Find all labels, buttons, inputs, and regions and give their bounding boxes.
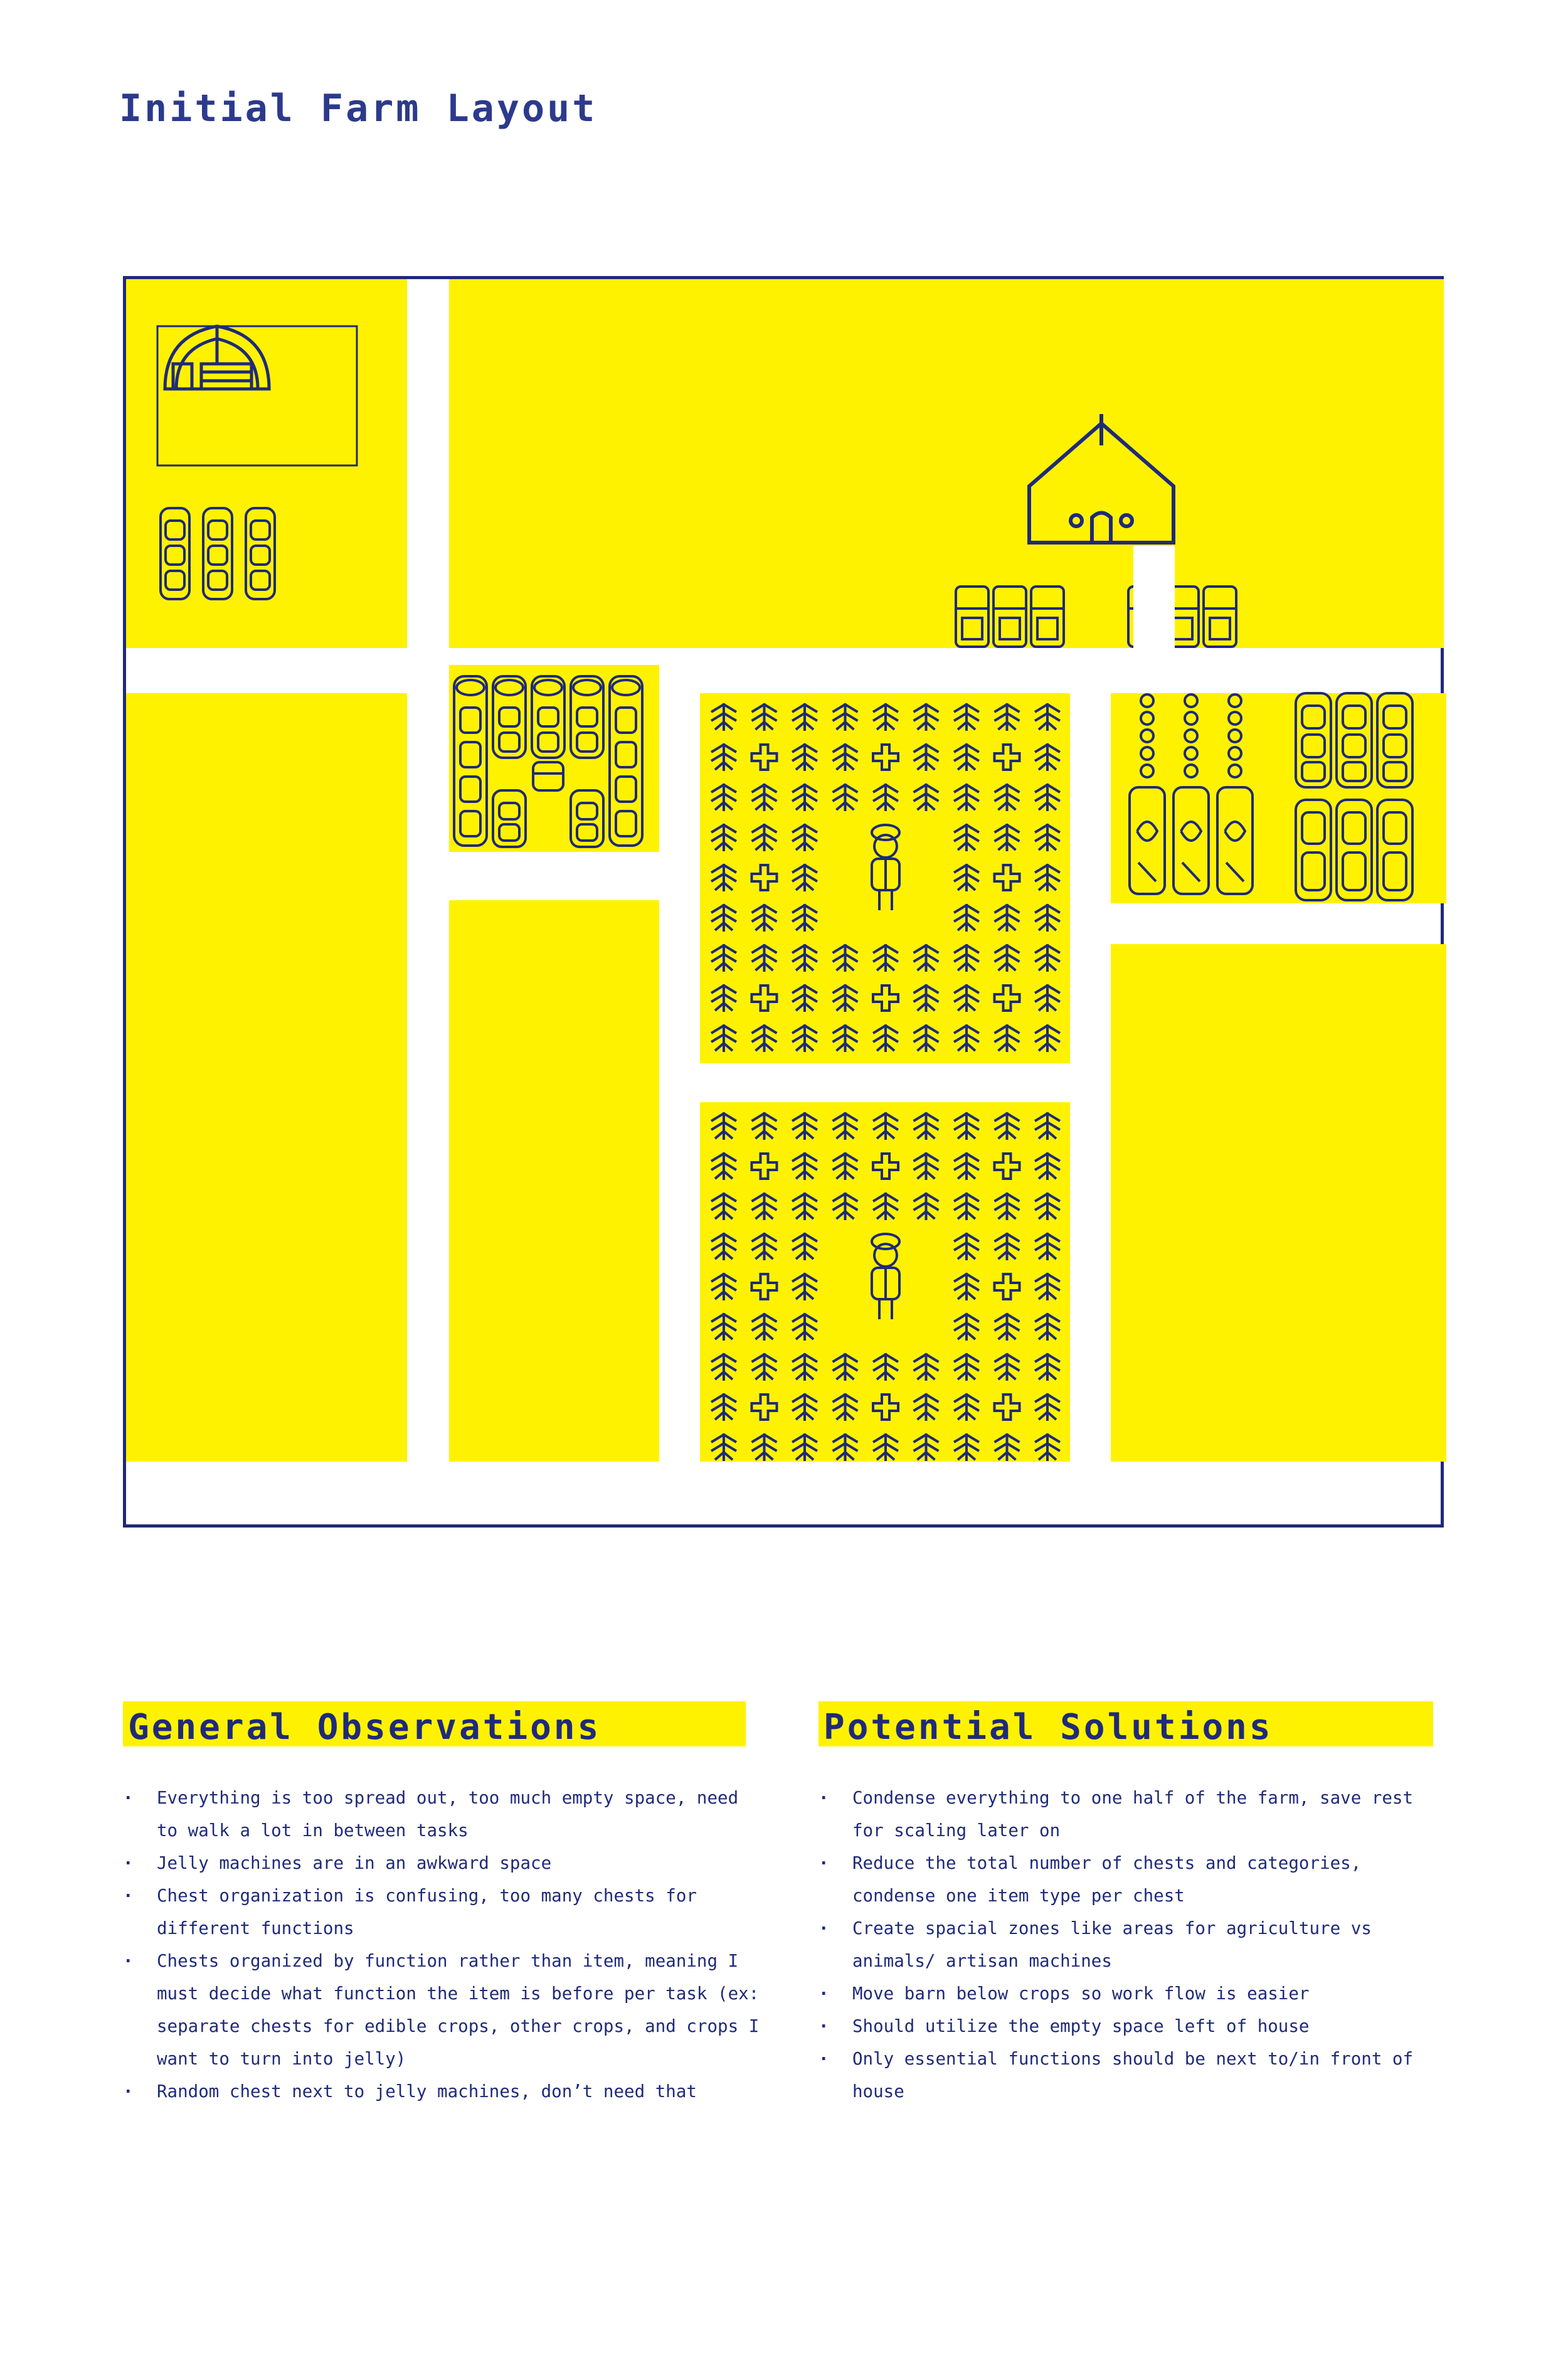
crop-icon bbox=[914, 1193, 939, 1220]
crop-icon bbox=[711, 1353, 736, 1381]
barn-icon bbox=[165, 326, 269, 389]
crop-icon bbox=[954, 944, 979, 972]
crop-icon bbox=[1035, 1433, 1060, 1461]
crop-icon bbox=[914, 1112, 939, 1140]
crop-icon bbox=[954, 703, 979, 731]
crop-icon bbox=[711, 944, 736, 972]
crop-icon bbox=[914, 1393, 939, 1421]
list-item: · Chest organization is confusing, too many chests for different functions bbox=[123, 1879, 769, 1945]
crop-icon bbox=[954, 984, 979, 1012]
crop-icon bbox=[711, 864, 736, 891]
crop-icon bbox=[711, 703, 736, 731]
crop-icon bbox=[1035, 1313, 1060, 1341]
crop-icon bbox=[1035, 864, 1060, 891]
crop-icon bbox=[1035, 944, 1060, 972]
page-title: Initial Farm Layout bbox=[119, 87, 598, 130]
sprinkler-icon bbox=[873, 986, 898, 1011]
list-item: · Jelly machines are in an awkward space bbox=[123, 1847, 769, 1879]
crop-icon bbox=[995, 1193, 1020, 1220]
crop-icon bbox=[792, 984, 817, 1012]
crop-icon bbox=[792, 1433, 817, 1461]
crop-icon bbox=[711, 1193, 736, 1220]
list-item: · Random chest next to jelly machines, don’t need that bbox=[123, 2075, 769, 2108]
crop-icon bbox=[995, 1233, 1020, 1260]
crop-icon bbox=[833, 1433, 858, 1461]
crop-icon bbox=[752, 1313, 777, 1341]
crop-icon bbox=[954, 743, 979, 771]
solutions-heading: Potential Solutions bbox=[818, 1701, 1433, 1746]
crop-icon bbox=[792, 1233, 817, 1260]
sprinkler-icon bbox=[752, 1274, 777, 1299]
crop-icon bbox=[995, 784, 1020, 811]
farmer-icon bbox=[872, 1234, 899, 1319]
crop-icon bbox=[954, 1353, 979, 1381]
crop-icon bbox=[873, 1112, 898, 1140]
crop-icon bbox=[995, 1112, 1020, 1140]
crop-icon bbox=[711, 1393, 736, 1421]
sprinkler-icon bbox=[752, 986, 777, 1011]
crop-icon bbox=[954, 1393, 979, 1421]
crop-icon bbox=[752, 1233, 777, 1260]
crop-icon bbox=[833, 703, 858, 731]
barn-zone-drawing bbox=[126, 279, 407, 648]
artisan-zone bbox=[449, 665, 659, 852]
crop-icon bbox=[833, 1112, 858, 1140]
crop-icon bbox=[833, 984, 858, 1012]
crop-icon bbox=[833, 944, 858, 972]
jelly-machine-zone-drawing bbox=[1111, 693, 1446, 903]
crop-icon bbox=[792, 944, 817, 972]
crop-icon bbox=[1035, 1152, 1060, 1180]
crop-icon bbox=[1035, 904, 1060, 932]
crop-icon bbox=[1035, 1024, 1060, 1052]
chest-group bbox=[956, 587, 1236, 647]
farm-layout-map bbox=[123, 276, 1444, 1528]
crop-icon bbox=[711, 904, 736, 932]
crop-icon bbox=[792, 1152, 817, 1180]
crop-icon bbox=[873, 703, 898, 731]
crop-icon bbox=[1035, 1393, 1060, 1421]
crop-icon bbox=[833, 1193, 858, 1220]
crop-icon bbox=[1035, 1193, 1060, 1220]
sprinkler-icon bbox=[752, 745, 777, 770]
crop-icon bbox=[873, 1193, 898, 1220]
crop-icon bbox=[711, 1433, 736, 1461]
crop-field-top bbox=[700, 693, 1070, 1063]
crop-icon bbox=[792, 743, 817, 771]
crop-icon bbox=[792, 703, 817, 731]
crop-field-bottom bbox=[700, 1102, 1070, 1462]
crop-icon bbox=[1035, 743, 1060, 771]
crop-grid bbox=[711, 703, 1060, 1052]
crop-icon bbox=[954, 1024, 979, 1052]
crop-icon bbox=[711, 1313, 736, 1341]
crop-icon bbox=[995, 703, 1020, 731]
crop-icon bbox=[833, 784, 858, 811]
crop-grid bbox=[711, 1112, 1060, 1461]
crop-icon bbox=[954, 1233, 979, 1260]
crop-icon bbox=[833, 743, 858, 771]
crop-icon bbox=[1035, 784, 1060, 811]
crop-icon bbox=[995, 904, 1020, 932]
sprinkler-icon bbox=[752, 1395, 777, 1420]
crop-icon bbox=[792, 1313, 817, 1341]
farmer-icon bbox=[872, 825, 899, 910]
crop-icon bbox=[873, 1433, 898, 1461]
jelly-machine-icon bbox=[1130, 694, 1253, 894]
crop-icon bbox=[752, 904, 777, 932]
crop-icon bbox=[711, 1152, 736, 1180]
crop-icon bbox=[711, 1273, 736, 1300]
crop-icon bbox=[954, 1433, 979, 1461]
list-item: · Condense everything to one half of the farm, save rest for scaling later on bbox=[818, 1782, 1452, 1847]
crop-icon bbox=[752, 1193, 777, 1220]
jar-group bbox=[454, 676, 642, 847]
sprinkler-icon bbox=[995, 1154, 1020, 1179]
crop-icon bbox=[792, 904, 817, 932]
crop-icon bbox=[752, 944, 777, 972]
keg-group bbox=[161, 508, 275, 599]
crop-icon bbox=[914, 1152, 939, 1180]
crop-field-top-drawing bbox=[700, 693, 1070, 1063]
observations-list bbox=[123, 1782, 769, 2108]
sprinkler-icon bbox=[995, 1395, 1020, 1420]
crop-icon bbox=[954, 784, 979, 811]
middle-empty-zone bbox=[449, 900, 659, 1462]
sprinkler-icon bbox=[995, 986, 1020, 1011]
house-icon bbox=[1029, 414, 1173, 543]
crop-icon bbox=[833, 1024, 858, 1052]
crop-icon bbox=[792, 784, 817, 811]
crop-icon bbox=[1035, 703, 1060, 731]
sprinkler-icon bbox=[995, 865, 1020, 890]
list-item: · Everything is too spread out, too much empty space, need to walk a lot in between tasks bbox=[123, 1782, 769, 1847]
crop-icon bbox=[914, 1353, 939, 1381]
crop-icon bbox=[954, 1273, 979, 1300]
keg-group bbox=[1296, 693, 1412, 900]
crop-icon bbox=[833, 1353, 858, 1381]
crop-icon bbox=[954, 1112, 979, 1140]
crop-icon bbox=[711, 1112, 736, 1140]
crop-icon bbox=[954, 1152, 979, 1180]
crop-icon bbox=[1035, 1233, 1060, 1260]
right-empty-zone bbox=[1111, 944, 1446, 1462]
crop-icon bbox=[792, 1024, 817, 1052]
crop-icon bbox=[711, 784, 736, 811]
list-item: · Only essential functions should be next to/in front of house bbox=[818, 2043, 1452, 2108]
crop-icon bbox=[1035, 984, 1060, 1012]
crop-icon bbox=[954, 904, 979, 932]
crop-icon bbox=[873, 1353, 898, 1381]
crop-icon bbox=[914, 1024, 939, 1052]
solutions-list bbox=[818, 1782, 1452, 2108]
sprinkler-icon bbox=[873, 1154, 898, 1179]
crop-icon bbox=[954, 864, 979, 891]
crop-icon bbox=[792, 1193, 817, 1220]
crop-icon bbox=[711, 984, 736, 1012]
crop-icon bbox=[1035, 1273, 1060, 1300]
crop-icon bbox=[995, 1024, 1020, 1052]
list-item: · Reduce the total number of chests and categories, condense one item type per chest bbox=[818, 1847, 1452, 1912]
crop-icon bbox=[995, 944, 1020, 972]
sprinkler-icon bbox=[873, 745, 898, 770]
crop-icon bbox=[914, 944, 939, 972]
left-empty-zone bbox=[126, 693, 407, 1462]
crop-icon bbox=[752, 784, 777, 811]
crop-icon bbox=[873, 1024, 898, 1052]
list-item: · Move barn below crops so work flow is easier bbox=[818, 1977, 1452, 2010]
crop-icon bbox=[752, 1112, 777, 1140]
crop-icon bbox=[914, 703, 939, 731]
list-item: · Should utilize the empty space left of house bbox=[818, 2010, 1452, 2043]
crop-icon bbox=[792, 824, 817, 851]
crop-icon bbox=[914, 743, 939, 771]
crop-icon bbox=[995, 1313, 1020, 1341]
crop-icon bbox=[711, 1233, 736, 1260]
crop-field-bottom-drawing bbox=[700, 1102, 1070, 1462]
crop-icon bbox=[1035, 824, 1060, 851]
sprinkler-icon bbox=[752, 1154, 777, 1179]
crop-icon bbox=[1035, 1353, 1060, 1381]
crop-icon bbox=[752, 1433, 777, 1461]
crop-icon bbox=[752, 703, 777, 731]
sprinkler-icon bbox=[995, 745, 1020, 770]
crop-icon bbox=[914, 984, 939, 1012]
crop-icon bbox=[833, 1152, 858, 1180]
list-item: · Chests organized by function rather than item, meaning I must decide what function the item is before per task (ex: separate chests for edible crops, other crops, and crops I want to turn into jelly) bbox=[123, 1945, 769, 2075]
crop-icon bbox=[914, 784, 939, 811]
house-zone bbox=[449, 279, 1444, 648]
chest-icon bbox=[533, 762, 563, 790]
sprinkler-icon bbox=[995, 1274, 1020, 1299]
crop-icon bbox=[873, 784, 898, 811]
house-zone-drawing bbox=[449, 279, 1444, 648]
crop-icon bbox=[752, 824, 777, 851]
crop-icon bbox=[792, 1393, 817, 1421]
sprinkler-icon bbox=[873, 1395, 898, 1420]
crop-icon bbox=[792, 1353, 817, 1381]
crop-icon bbox=[995, 1353, 1020, 1381]
crop-icon bbox=[792, 1273, 817, 1300]
crop-icon bbox=[995, 1433, 1020, 1461]
crop-icon bbox=[954, 1313, 979, 1341]
artisan-zone-drawing bbox=[449, 665, 659, 852]
crop-icon bbox=[711, 743, 736, 771]
crop-icon bbox=[711, 1024, 736, 1052]
crop-icon bbox=[1035, 1112, 1060, 1140]
crop-icon bbox=[792, 864, 817, 891]
crop-icon bbox=[873, 944, 898, 972]
crop-icon bbox=[954, 824, 979, 851]
crop-icon bbox=[711, 824, 736, 851]
crop-icon bbox=[954, 1193, 979, 1220]
list-item: · Create spacial zones like areas for agriculture vs animals/ artisan machines bbox=[818, 1912, 1452, 1977]
crop-icon bbox=[833, 1393, 858, 1421]
crop-icon bbox=[995, 824, 1020, 851]
sprinkler-icon bbox=[752, 865, 777, 890]
barn-zone bbox=[126, 279, 407, 648]
crop-icon bbox=[752, 1024, 777, 1052]
crop-icon bbox=[792, 1112, 817, 1140]
observations-heading: General Observations bbox=[123, 1701, 746, 1746]
crop-icon bbox=[752, 1353, 777, 1381]
crop-icon bbox=[914, 1433, 939, 1461]
jelly-machine-zone bbox=[1111, 693, 1446, 903]
